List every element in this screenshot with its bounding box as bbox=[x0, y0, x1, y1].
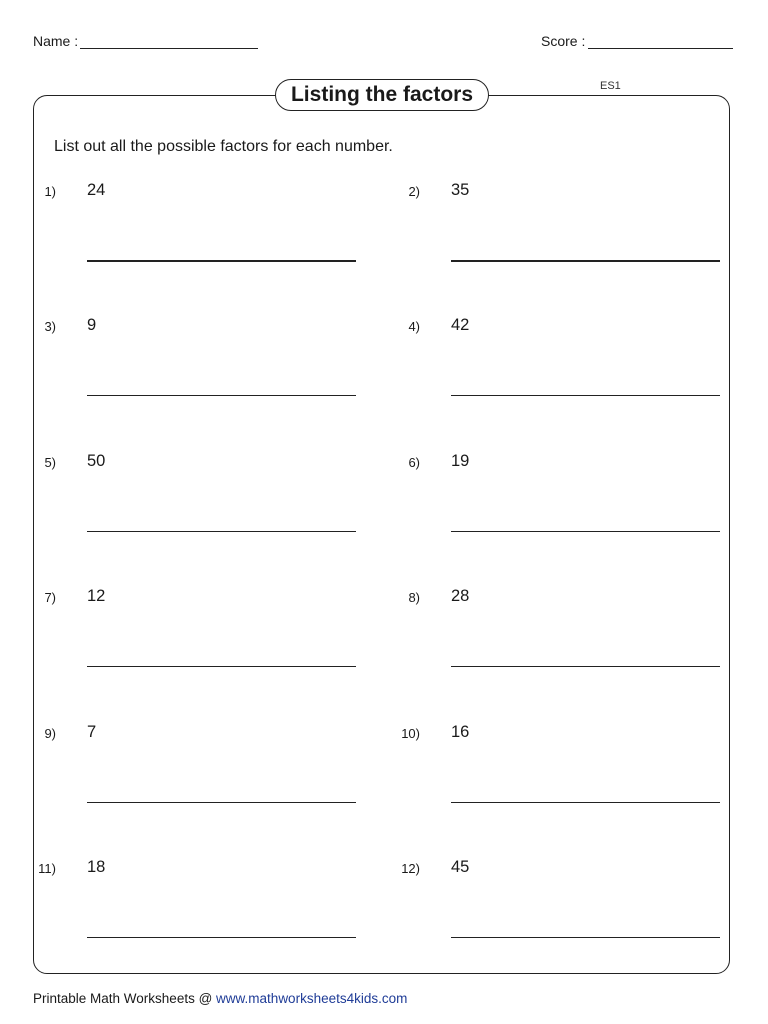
answer-line[interactable] bbox=[87, 395, 356, 396]
worksheet-title-text: Listing the factors bbox=[290, 83, 474, 106]
problem-value: 19 bbox=[451, 452, 470, 470]
score-field[interactable] bbox=[588, 48, 733, 49]
name-field[interactable] bbox=[80, 48, 258, 49]
problem-number: 4) bbox=[408, 319, 420, 334]
answer-line[interactable] bbox=[451, 802, 720, 803]
problem-value: 16 bbox=[451, 723, 470, 741]
problem-number: 6) bbox=[408, 455, 420, 470]
answer-line[interactable] bbox=[451, 395, 720, 396]
answer-line[interactable] bbox=[451, 531, 720, 532]
problem-item bbox=[34, 316, 354, 426]
problem-number: 1) bbox=[44, 184, 56, 199]
problem-number: 2) bbox=[408, 184, 420, 199]
problem-number: 10) bbox=[401, 726, 420, 741]
answer-line[interactable] bbox=[451, 260, 720, 262]
problem-number: 7) bbox=[44, 590, 56, 605]
problem-number: 11) bbox=[38, 861, 56, 876]
worksheet-code: ES1 bbox=[600, 80, 621, 92]
problem-number: 5) bbox=[44, 455, 56, 470]
problem-item bbox=[398, 587, 718, 697]
problem-value: 7 bbox=[87, 723, 97, 741]
problem-value: 18 bbox=[87, 858, 106, 876]
problem-number: 9) bbox=[44, 726, 56, 741]
problem-number: 8) bbox=[408, 590, 420, 605]
problem-item bbox=[34, 587, 354, 697]
answer-line[interactable] bbox=[87, 937, 356, 938]
worksheet-title bbox=[275, 79, 489, 111]
problem-value: 45 bbox=[451, 858, 470, 876]
problem-number: 3) bbox=[44, 319, 56, 334]
problem-item bbox=[398, 452, 718, 562]
problem-value: 24 bbox=[87, 181, 106, 199]
problem-item bbox=[34, 858, 354, 968]
problem-number: 12) bbox=[401, 861, 420, 876]
footer bbox=[33, 991, 407, 1006]
footer-text: Printable Math Worksheets @ bbox=[33, 991, 213, 1006]
answer-line[interactable] bbox=[87, 260, 356, 262]
problem-item bbox=[34, 723, 354, 833]
problem-value: 28 bbox=[451, 587, 470, 605]
problem-item bbox=[398, 723, 718, 833]
problem-item bbox=[34, 452, 354, 562]
problem-item bbox=[398, 316, 718, 426]
problem-value: 9 bbox=[87, 316, 97, 334]
name-label: Name : bbox=[33, 33, 79, 49]
answer-line[interactable] bbox=[451, 666, 720, 667]
problem-item bbox=[34, 181, 354, 291]
problem-value: 35 bbox=[451, 181, 470, 199]
answer-line[interactable] bbox=[87, 802, 356, 803]
answer-line[interactable] bbox=[451, 937, 720, 938]
footer-link[interactable]: www.mathworksheets4kids.com bbox=[216, 991, 408, 1006]
problem-value: 42 bbox=[451, 316, 470, 334]
problem-item bbox=[398, 181, 718, 291]
answer-line[interactable] bbox=[87, 666, 356, 667]
instructions: List out all the possible factors for each number. bbox=[54, 138, 393, 155]
score-label: Score : bbox=[541, 33, 586, 49]
problem-item bbox=[398, 858, 718, 968]
problem-value: 50 bbox=[87, 452, 106, 470]
answer-line[interactable] bbox=[87, 531, 356, 532]
problem-value: 12 bbox=[87, 587, 106, 605]
